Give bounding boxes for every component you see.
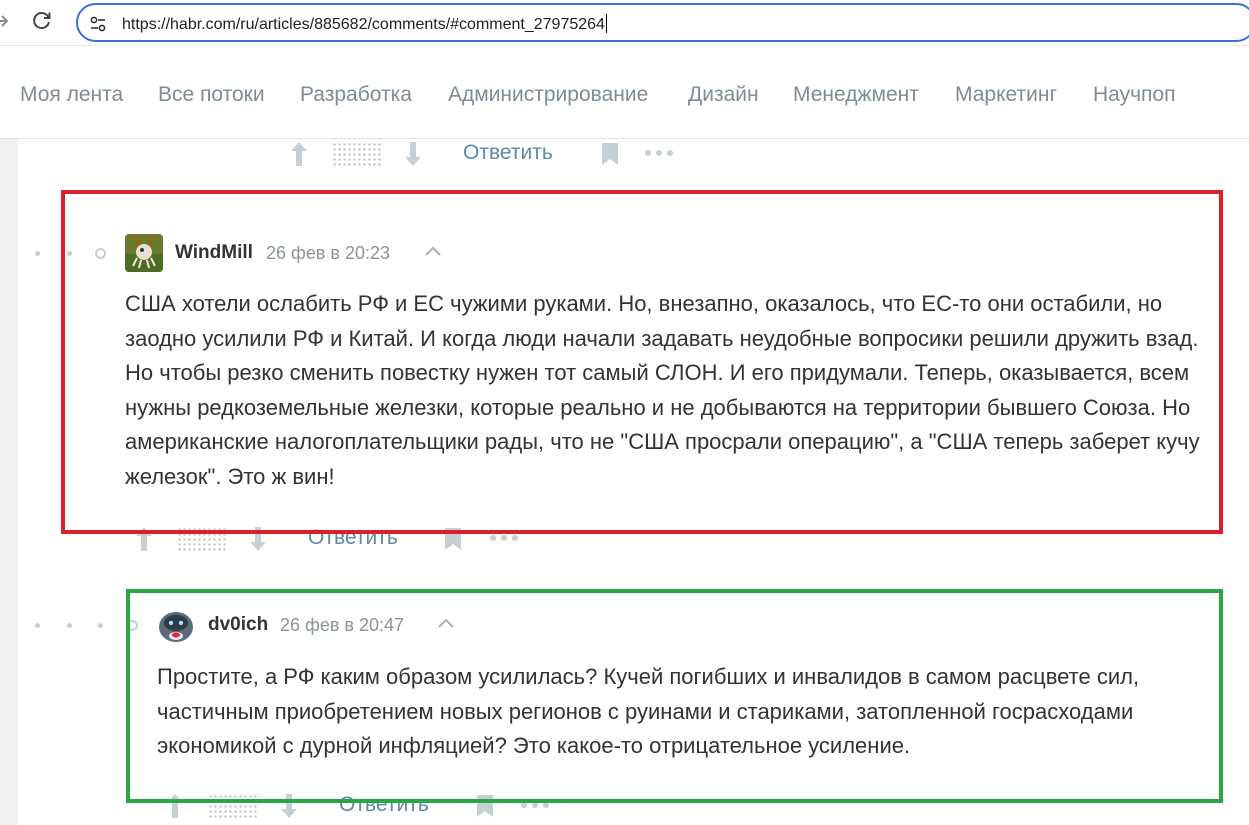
browser-toolbar [0,0,1249,46]
thread-dot [35,251,40,256]
thread-dot [67,623,72,628]
highlight-box-red [61,190,1223,534]
text-caret [606,14,607,33]
address-bar[interactable] [76,3,1249,42]
bookmark-icon[interactable] [600,141,620,167]
highlight-box-green [126,589,1223,803]
nav-item-management[interactable]: Менеджмент [793,83,919,106]
nav-item-design[interactable]: Дизайн [688,83,759,106]
url-text[interactable] [122,14,607,34]
nav-item-all-streams[interactable]: Все потоки [158,83,265,106]
habr-nav-bar [0,46,1249,139]
comment-timestamp[interactable]: 26 фев в 20:23 [266,243,391,263]
site-settings-icon[interactable] [88,14,108,34]
nav-item-my-feed[interactable]: Моя лента [20,83,124,106]
vote-up-icon[interactable] [288,139,310,169]
comment-username[interactable]: WindMill [175,242,253,263]
nav-item-marketing[interactable]: Маркетинг [955,83,1058,106]
nav-item-administration[interactable]: Администрирование [448,83,649,106]
vote-down-icon[interactable] [402,139,424,169]
vote-score-placeholder [332,142,382,166]
more-icon[interactable] [489,534,519,542]
reply-link[interactable]: Ответить [463,141,553,164]
url-value: https://habr.com/ru/articles/885682/comments/#comment_27975264 [122,16,605,33]
nav-item-development[interactable]: Разработка [300,83,412,106]
comment-body: США хотели ослабить РФ и ЕС чужими руками. Но, внезапно, оказалось, что ЕС-то они остабили, но заодно усилили РФ и Китай. И когда люди начали задавать неудобные вопросики решили дружить взад. Но чтобы резко сменить повестку нужен тот самый СЛОН. И его придумали. Теперь, оказывается, всем нужны редкоземельные железки, которые реально и не добываются на территории бывшего Союза. Но американские налогоплательщики рады, что не "США просрали операцию", а "США теперь заберет кучу железок". Это ж вин! [125,291,1200,489]
reply-link[interactable]: Ответить [339,793,429,816]
comment-username[interactable]: dv0ich [208,614,269,635]
nav-item-popsci[interactable]: Научпоп [1093,83,1176,106]
comment-body: Простите, а РФ каким образом усилилась? Кучей погибших и инвалидов в самом расцвете сил, частичным приобретением новых регионов с руинами и стариками, затопленной госрасходами экономикой с дурной инфляцией? Это какое-то отрицательное усиление. [157,664,1140,758]
thread-dot [98,623,103,628]
more-icon[interactable] [644,149,674,157]
thread-dot [35,623,40,628]
reply-link[interactable]: Ответить [308,526,398,549]
comment-actions-prev [288,139,688,169]
forward-icon[interactable] [0,12,10,30]
comment-timestamp[interactable]: 26 фев в 20:47 [280,615,405,635]
reload-icon[interactable] [30,9,54,33]
